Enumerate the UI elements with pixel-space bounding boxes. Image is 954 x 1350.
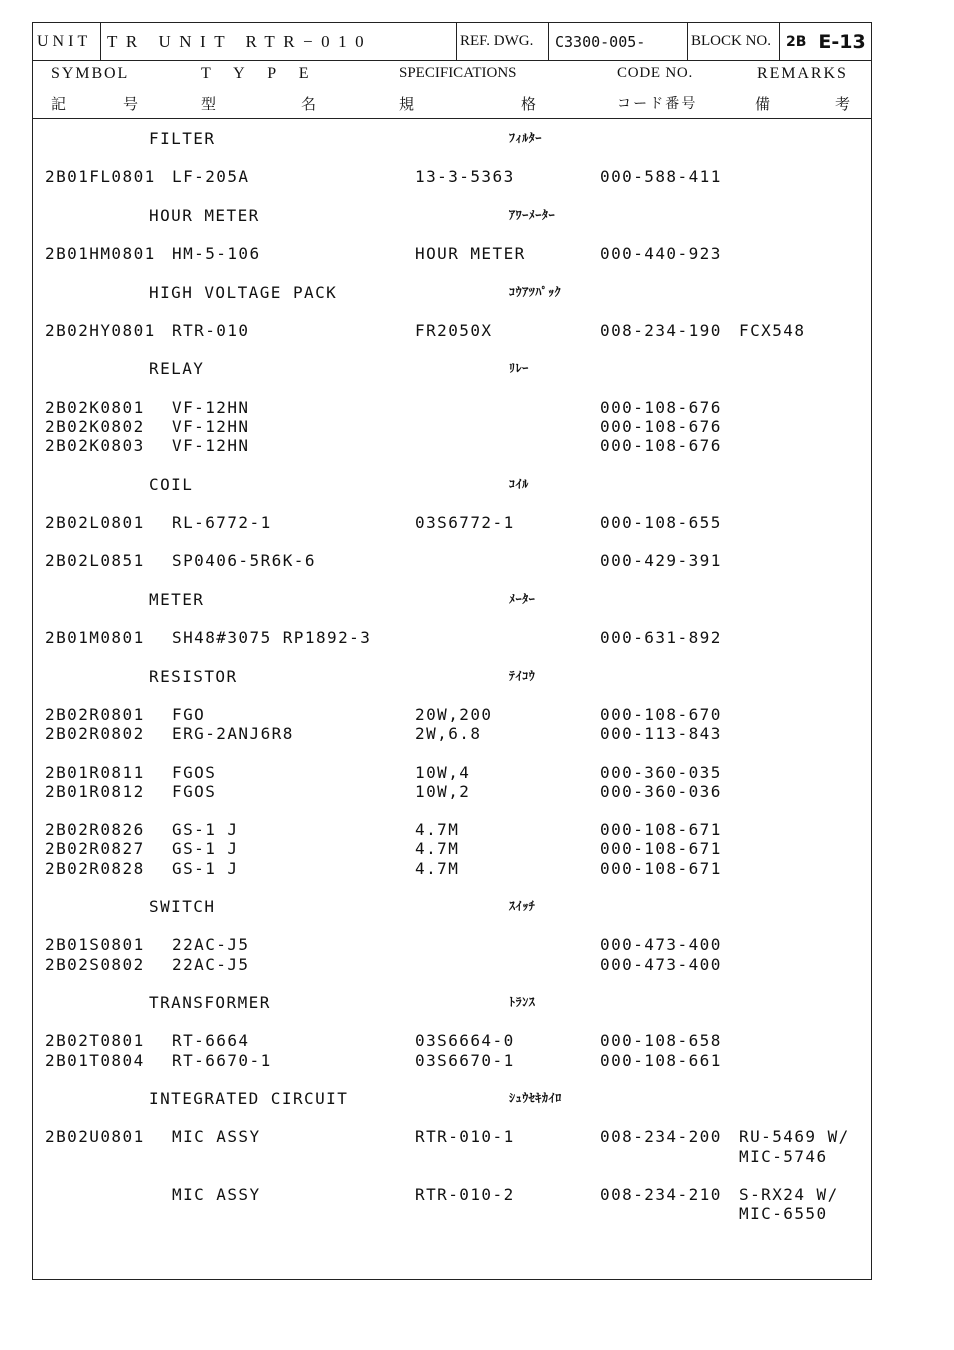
section-header — [33, 897, 871, 916]
section-title-kana: ﾄﾗﾝｽ — [509, 995, 536, 1009]
section-title: RESISTOR — [149, 666, 238, 686]
part-row — [33, 1051, 871, 1070]
part-spec: 10W,2 — [415, 781, 471, 801]
part-row — [33, 705, 871, 724]
part-row-continued — [33, 1204, 871, 1223]
part-symbol: 2B01T0804 — [45, 1050, 145, 1070]
section-title-kana: ｽｲｯﾁ — [509, 899, 536, 913]
part-code: 000-108-661 — [600, 1050, 722, 1070]
block-no-value: 2B — [786, 33, 807, 50]
part-spec: 4.7M — [415, 820, 460, 840]
part-symbol: 2B02K0803 — [45, 436, 145, 456]
section-title: HOUR METER — [149, 205, 260, 225]
part-spec: 2W,6.8 — [415, 724, 482, 744]
part-spec: 03S6664-0 — [415, 1031, 515, 1051]
section-title: HIGH VOLTAGE PACK — [149, 282, 338, 302]
part-code: 000-108-676 — [600, 417, 722, 436]
part-type: FGO — [172, 705, 206, 724]
part-code: 000-631-892 — [600, 628, 722, 648]
section-title-kana: ｺｲﾙ — [509, 476, 529, 491]
part-row — [33, 935, 871, 954]
part-code: 008-234-200 — [600, 1127, 722, 1147]
parts-list-body — [33, 119, 871, 1279]
part-remarks-continued: MIC-5746 — [739, 1146, 828, 1166]
part-spec: RTR-010-2 — [415, 1185, 515, 1204]
part-spec: 4.7M — [415, 858, 460, 878]
part-row — [33, 628, 871, 647]
section-title: INTEGRATED CIRCUIT — [149, 1089, 349, 1108]
part-type: GS-1 J — [172, 820, 239, 840]
part-code: 000-108-671 — [600, 839, 722, 859]
part-symbol: 2B02T0801 — [45, 1031, 145, 1051]
part-symbol: 2B02R0826 — [45, 820, 145, 840]
section-title-kana: ﾘﾚｰ — [509, 361, 529, 376]
unit-name: TR UNIT RTR−010 — [101, 23, 457, 60]
part-symbol: 2B02R0802 — [45, 724, 145, 744]
part-remarks-continued: MIC-6550 — [739, 1204, 828, 1224]
part-code: 000-108-676 — [600, 436, 722, 456]
part-type: HM-5-106 — [172, 244, 261, 264]
section-title-kana: ﾌｨﾙﾀｰ — [509, 131, 543, 145]
part-code: 000-473-400 — [600, 954, 722, 974]
code-col-jp: コード番号 — [617, 96, 698, 112]
parts-list-sheet — [32, 22, 872, 1280]
unit-label: UNIT — [33, 23, 101, 60]
part-code: 000-108-671 — [600, 858, 722, 878]
part-row — [33, 513, 871, 532]
type-col-jp-1: 型 — [201, 95, 217, 113]
part-spec: 03S6772-1 — [415, 513, 515, 532]
part-type: RL-6772-1 — [172, 513, 272, 532]
part-type: LF-205A — [172, 167, 250, 187]
section-header — [33, 1089, 871, 1108]
part-symbol: 2B01R0812 — [45, 781, 145, 801]
part-row — [33, 321, 871, 340]
part-symbol: 2B02K0801 — [45, 397, 145, 417]
part-row — [33, 859, 871, 878]
part-row — [33, 551, 871, 570]
part-type: RTR-010 — [172, 321, 250, 340]
part-spec: RTR-010-1 — [415, 1127, 515, 1147]
section-header — [33, 590, 871, 609]
part-type: FGOS — [172, 762, 217, 782]
part-type: VF-12HN — [172, 436, 250, 456]
symbol-col-jp-2: 号 — [123, 95, 139, 113]
part-symbol: 2B01M0801 — [45, 628, 145, 648]
part-row — [33, 820, 871, 839]
part-row — [33, 782, 871, 801]
title-block — [33, 23, 871, 61]
section-title: COIL — [149, 474, 194, 494]
part-row — [33, 839, 871, 858]
part-symbol: 2B01HM0801 — [45, 244, 156, 264]
part-row — [33, 398, 871, 417]
part-type: 22AC-J5 — [172, 935, 250, 955]
spec-col-header: SPECIFICATIONS — [399, 65, 517, 81]
part-row — [33, 167, 871, 186]
part-type: GS-1 J — [172, 858, 239, 878]
part-row — [33, 1185, 871, 1204]
part-row — [33, 1031, 871, 1050]
part-type: VF-12HN — [172, 417, 250, 436]
part-row-continued — [33, 1147, 871, 1166]
type-col-jp-2: 名 — [301, 95, 317, 113]
section-title: SWITCH — [149, 897, 216, 916]
part-symbol: 2B02U0801 — [45, 1127, 145, 1147]
part-symbol: 2B02S0802 — [45, 954, 145, 974]
column-headers — [33, 61, 871, 119]
section-title-kana: ｼｭｳｾｷｶｲﾛ — [509, 1091, 562, 1105]
part-code: 000-108-658 — [600, 1031, 722, 1051]
part-spec: FR2050X — [415, 321, 493, 340]
part-code: 008-234-190 — [600, 321, 722, 340]
part-symbol: 2B02R0828 — [45, 858, 145, 878]
part-row — [33, 1127, 871, 1146]
part-type: SP0406-5R6K-6 — [172, 551, 316, 571]
section-title-kana: ｱﾜｰﾒｰﾀｰ — [509, 207, 556, 222]
section-title-kana: ﾒｰﾀｰ — [509, 591, 536, 606]
part-code: 000-360-035 — [600, 762, 722, 782]
part-type: MIC ASSY — [172, 1185, 261, 1204]
section-header — [33, 359, 871, 378]
page-id: E-13 — [818, 30, 866, 53]
part-type: RT-6664 — [172, 1031, 250, 1051]
part-spec: 03S6670-1 — [415, 1050, 515, 1070]
part-symbol: 2B01R0811 — [45, 762, 145, 782]
block-no-label: BLOCK NO. — [688, 23, 780, 60]
section-title-kana: ｺｳｱﾂﾊﾟｯｸ — [509, 284, 562, 299]
part-type: SH48#3075 RP1892-3 — [172, 628, 372, 648]
section-header — [33, 993, 871, 1012]
section-header — [33, 283, 871, 302]
part-code: 000-429-391 — [600, 551, 722, 571]
part-row — [33, 763, 871, 782]
part-code: 008-234-210 — [600, 1185, 722, 1204]
part-code: 000-108-670 — [600, 705, 722, 724]
section-header — [33, 129, 871, 148]
part-spec: HOUR METER — [415, 244, 526, 264]
section-title: RELAY — [149, 359, 205, 379]
part-remarks: RU-5469 W/ — [739, 1127, 850, 1147]
section-header — [33, 667, 871, 686]
part-remarks: S-RX24 W/ — [739, 1185, 839, 1204]
ref-dwg-value: C3300-005- — [549, 23, 688, 60]
section-title-kana: ﾃｲｺｳ — [509, 668, 536, 683]
part-symbol: 2B02R0827 — [45, 839, 145, 859]
section-header — [33, 475, 871, 494]
remarks-col-jp-2: 考 — [835, 95, 851, 113]
part-symbol: 2B02L0801 — [45, 513, 145, 532]
part-spec: 4.7M — [415, 839, 460, 859]
part-code: 000-473-400 — [600, 935, 722, 955]
part-row — [33, 417, 871, 436]
section-title: FILTER — [149, 129, 216, 148]
section-title: TRANSFORMER — [149, 993, 271, 1012]
part-type: RT-6670-1 — [172, 1050, 272, 1070]
part-row — [33, 436, 871, 455]
section-header — [33, 206, 871, 225]
part-symbol: 2B02K0802 — [45, 417, 145, 436]
remarks-col-header: REMARKS — [757, 65, 848, 82]
part-code: 000-108-676 — [600, 397, 722, 417]
part-code: 000-360-036 — [600, 781, 722, 801]
part-code: 000-108-655 — [600, 513, 722, 532]
ref-dwg-label: REF. DWG. — [457, 23, 549, 60]
part-symbol: 2B02L0851 — [45, 551, 145, 571]
remarks-col-jp-1: 備 — [755, 95, 771, 113]
type-col-header: T Y P E — [201, 65, 319, 82]
code-col-header: CODE NO. — [617, 65, 693, 81]
part-type: VF-12HN — [172, 397, 250, 417]
part-code: 000-108-671 — [600, 820, 722, 840]
part-code: 000-440-923 — [600, 244, 722, 264]
part-symbol: 2B01FL0801 — [45, 167, 156, 187]
spec-col-jp-1: 規 — [399, 95, 415, 113]
part-type: 22AC-J5 — [172, 954, 250, 974]
part-symbol: 2B02HY0801 — [45, 321, 156, 340]
part-spec: 13-3-5363 — [415, 167, 515, 187]
part-remarks: FCX548 — [739, 321, 806, 340]
part-row — [33, 244, 871, 263]
part-spec: 20W,200 — [415, 705, 493, 724]
part-row — [33, 724, 871, 743]
section-title: METER — [149, 589, 205, 609]
part-type: FGOS — [172, 781, 217, 801]
part-code: 000-113-843 — [600, 724, 722, 744]
symbol-col-jp-1: 記 — [51, 95, 67, 113]
part-symbol: 2B01S0801 — [45, 935, 145, 955]
symbol-col-header: SYMBOL — [51, 65, 130, 82]
block-no-cell — [780, 23, 871, 60]
part-spec: 10W,4 — [415, 762, 471, 782]
part-symbol: 2B02R0801 — [45, 705, 145, 724]
spec-col-jp-2: 格 — [521, 95, 537, 113]
part-type: ERG-2ANJ6R8 — [172, 724, 294, 744]
part-code: 000-588-411 — [600, 167, 722, 187]
part-row — [33, 955, 871, 974]
part-type: GS-1 J — [172, 839, 239, 859]
part-type: MIC ASSY — [172, 1127, 261, 1147]
